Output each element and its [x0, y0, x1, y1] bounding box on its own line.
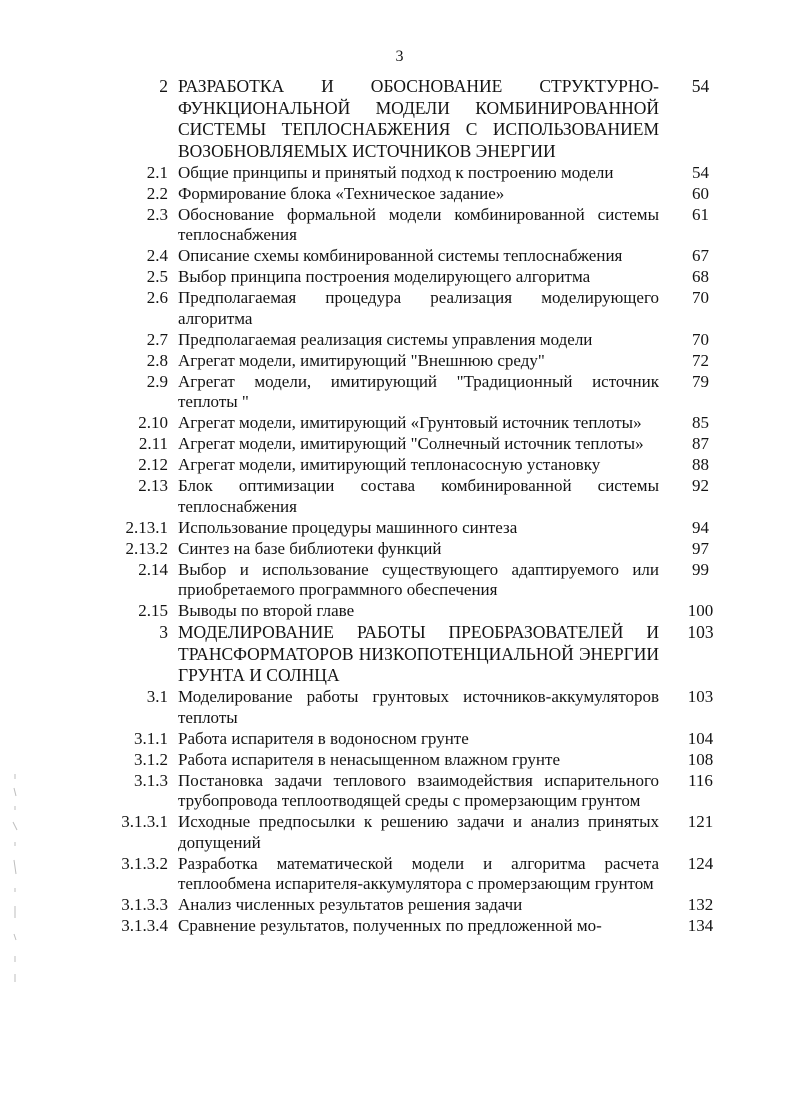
- toc-entry: [110, 246, 730, 267]
- table-of-contents: [110, 76, 730, 937]
- toc-entry-page: 99: [692, 559, 709, 579]
- toc-entry-title: Моделирование работы грунтовых источников-аккумуляторов теплоты: [178, 687, 659, 727]
- toc-entry-title: Сравнение результатов, полученных по предложенной мо-: [178, 916, 602, 935]
- toc-entry: [110, 205, 730, 246]
- toc-entry-title: РАЗРАБОТКА И ОБОСНОВАНИЕ СТРУКТУРНО-ФУНКЦИОНАЛЬНОЙ МОДЕЛИ КОМБИНИРОВАННОЙ СИСТЕМЫ ТЕПЛОСНАБЖЕНИЯ С ИСПОЛЬЗОВАНИЕМ ВОЗОБНОВЛЯЕМЫХ ИСТОЧНИКОВ ЭНЕРГИИ: [178, 76, 659, 161]
- toc-entry-number: 2.15: [138, 601, 168, 620]
- toc-entry-number: 2.13.2: [125, 538, 168, 558]
- toc-entry-page: 70: [692, 329, 709, 349]
- toc-entry-title: Выбор и использование существующего адаптируемого или приобретаемого программного обеспечения: [178, 559, 659, 599]
- toc-entry-title: Анализ численных результатов решения задачи: [178, 895, 523, 914]
- toc-entry-page: 124: [687, 853, 714, 873]
- toc-entry: [110, 560, 730, 601]
- toc-entry-page: 68: [692, 267, 709, 286]
- toc-entry: [110, 372, 730, 413]
- toc-entry-page: 104: [687, 728, 714, 748]
- toc-entry-number: 2.8: [146, 350, 168, 370]
- toc-entry-page: 72: [692, 350, 709, 370]
- toc-entry: [110, 267, 730, 288]
- toc-entry-number: 2.12: [138, 455, 168, 474]
- toc-entry-number: 2: [159, 76, 168, 96]
- toc-entry-title: Разработка математической модели и алгоритма расчета теплообмена испарителя-аккумулятора с промерзающим грунтом: [178, 853, 659, 893]
- toc-entry-page: 134: [687, 916, 714, 935]
- toc-entry-page: 92: [692, 476, 709, 495]
- toc-entry-page: 85: [692, 413, 709, 432]
- toc-entry-number: 2.10: [138, 413, 168, 432]
- toc-entry-number: 3.1.3.1: [121, 812, 168, 831]
- toc-chapter-entry: [110, 622, 730, 687]
- toc-entry-page: 116: [688, 770, 713, 790]
- toc-entry-number: 2.9: [146, 371, 168, 391]
- toc-entry-title: Предполагаемая реализация системы управления модели: [178, 329, 593, 349]
- toc-entry: [110, 729, 730, 750]
- toc-entry: [110, 476, 730, 517]
- toc-entry-title: Синтез на базе библиотеки функций: [178, 538, 442, 558]
- toc-entry: [110, 601, 730, 622]
- toc-entry: [110, 163, 730, 184]
- toc-entry-number: 2.14: [138, 559, 168, 579]
- toc-entry-number: 3.1.2: [134, 749, 168, 769]
- toc-entry: [110, 771, 730, 812]
- toc-entry-page: 54: [692, 162, 709, 182]
- toc-entry-title: Агрегат модели, имитирующий "Внешнюю среду": [178, 350, 545, 370]
- toc-entry-number: 3.1: [146, 687, 168, 706]
- toc-entry-number: 2.6: [146, 288, 168, 307]
- toc-entry-number: 3: [159, 622, 168, 642]
- toc-entry-number: 3.1.3.2: [121, 853, 168, 873]
- scan-margin-marks: [6, 770, 24, 990]
- toc-entry: [110, 413, 730, 434]
- toc-entry-title: Агрегат модели, имитирующий «Грунтовый источник теплоты»: [178, 413, 642, 432]
- toc-entry-number: 2.3: [146, 204, 168, 224]
- toc-entry: [110, 916, 730, 937]
- toc-entry-page: 87: [692, 434, 709, 453]
- toc-entry-number: 2.2: [146, 183, 168, 203]
- toc-entry-title: МОДЕЛИРОВАНИЕ РАБОТЫ ПРЕОБРАЗОВАТЕЛЕЙ И ТРАНСФОРМАТОРОВ НИЗКОПОТЕНЦИАЛЬНОЙ ЭНЕРГИИ ГРУНТА И СОЛНЦА: [178, 622, 659, 685]
- toc-entry-page: 67: [692, 246, 709, 265]
- toc-entry-page: 88: [692, 455, 709, 474]
- toc-entry-title: Использование процедуры машинного синтеза: [178, 517, 518, 537]
- toc-entry-page: 54: [691, 76, 710, 96]
- toc-entry-title: Исходные предпосылки к решению задачи и анализ принятых допущений: [178, 812, 659, 852]
- toc-entry-title: Агрегат модели, имитирующий "Традиционный источник теплоты ": [178, 371, 659, 411]
- toc-entry-page: 97: [692, 538, 709, 558]
- toc-entry: [110, 330, 730, 351]
- toc-entry-number: 2.4: [146, 246, 168, 265]
- toc-entry-page: 61: [692, 204, 709, 224]
- toc-entry-page: 60: [692, 183, 709, 203]
- toc-chapter-entry: [110, 76, 730, 162]
- toc-entry-title: Агрегат модели, имитирующий теплонасосную установку: [178, 455, 601, 474]
- toc-entry: [110, 750, 730, 771]
- toc-entry: [110, 434, 730, 455]
- toc-entry-title: Блок оптимизации состава комбинированной системы теплоснабжения: [178, 476, 659, 516]
- toc-entry-title: Работа испарителя в водоносном грунте: [178, 728, 469, 748]
- toc-entry-page: 103: [687, 622, 714, 642]
- toc-entry-number: 3.1.3: [134, 770, 168, 790]
- toc-entry-page: 103: [687, 687, 714, 706]
- toc-entry-number: 2.5: [146, 267, 168, 286]
- toc-entry: [110, 184, 730, 205]
- toc-entry-page: 79: [692, 371, 709, 391]
- toc-entry-page: 132: [687, 895, 714, 914]
- toc-entry-number: 2.1: [146, 162, 168, 182]
- toc-entry-title: Обоснование формальной модели комбинированной системы теплоснабжения: [178, 204, 659, 244]
- toc-entry-page: 108: [687, 749, 714, 769]
- toc-entry-number: 3.1.1: [134, 728, 168, 748]
- toc-entry: [110, 539, 730, 560]
- toc-entry-page: 70: [692, 288, 709, 307]
- toc-entry-page: 100: [687, 601, 714, 620]
- toc-entry-number: 3.1.3.3: [121, 895, 168, 914]
- toc-entry-number: 2.13: [138, 476, 168, 495]
- toc-entry-title: Предполагаемая процедура реализация моделирующего алгоритма: [178, 288, 659, 328]
- toc-entry-number: 2.7: [146, 329, 168, 349]
- toc-entry: [110, 895, 730, 916]
- toc-entry-page: 94: [692, 517, 709, 537]
- toc-entry-title: Агрегат модели, имитирующий "Солнечный источник теплоты»: [178, 434, 644, 453]
- toc-entry: [110, 351, 730, 372]
- toc-entry-number: 3.1.3.4: [121, 916, 168, 935]
- toc-entry: [110, 288, 730, 329]
- toc-entry-title: Постановка задачи теплового взаимодействия испарительного трубопровода теплоотводящей среды с промерзающим грунтом: [178, 770, 659, 810]
- toc-entry-number: 2.13.1: [125, 517, 168, 537]
- toc-entry-title: Описание схемы комбинированной системы теплоснабжения: [178, 246, 623, 265]
- toc-entry-title: Выводы по второй главе: [178, 601, 355, 620]
- page-number: 3: [395, 48, 404, 65]
- toc-entry-title: Общие принципы и принятый подход к построению модели: [178, 162, 614, 182]
- toc-entry-title: Выбор принципа построения моделирующего алгоритма: [178, 267, 591, 286]
- toc-entry: [110, 812, 730, 853]
- toc-entry: [110, 854, 730, 895]
- toc-entry: [110, 518, 730, 539]
- toc-entry-title: Формирование блока «Техническое задание»: [178, 183, 505, 203]
- toc-entry: [110, 455, 730, 476]
- toc-entry-title: Работа испарителя в ненасыщенном влажном грунте: [178, 749, 560, 769]
- toc-entry: [110, 687, 730, 728]
- toc-entry-page: 121: [687, 812, 714, 831]
- toc-entry-number: 2.11: [138, 434, 168, 453]
